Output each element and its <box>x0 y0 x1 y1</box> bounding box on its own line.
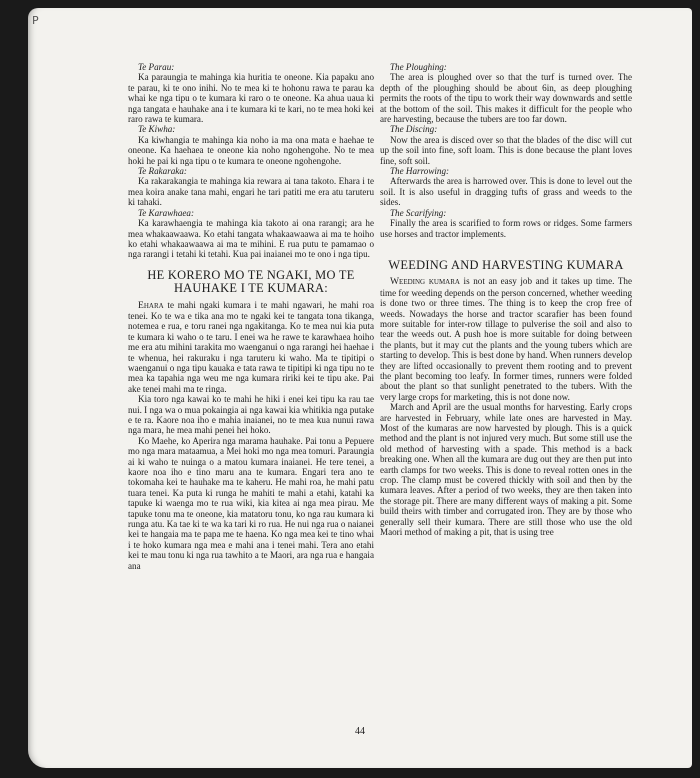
subheading-harrowing: The Harrowing: <box>390 166 450 177</box>
left-column-maori <box>128 62 374 571</box>
paragraph-te-parau: Ka paraungia te mahinga kia huritia te oneone. Kia papaku ano te parau, ki te ono inihi. No te mea ki te hohonu rawa te parau ka whai ke nga tipu o te kumara ki raro o te oneone. Ka ahua uaua ki nga tangata e hauhake ana i te kumara ki te kari, no te mea hoki kei raro rawa te kumara. <box>128 72 374 125</box>
paragraph-ploughing: The area is ploughed over so that the turf is turned over. The depth of the ploughing should be about 6in, as deep ploughing permits the roots of the tipu to work their way downwards and settle at the bottom of the soil. This makes it difficult for the people who are harvesting, because the tubers are too far down. <box>380 72 632 125</box>
subheading-discing: The Discing: <box>390 124 438 135</box>
page-number: 44 <box>355 726 365 737</box>
paragraph-weeding-text: is not an easy job and it takes up time. The time for weeding depends on the person concerned, whether weeding is done two or three times. The thing is to keep the crop free of weeds. Nowadays the horse and tractor scarafier has been found more suitable for inter-row tillage to pulverise the soil and also to tear the weeds out. A push hoe is more suitable for doing between the plants, but it may cut the plants and the young tubers which are starting to develop. This is best done by hand. When runners develop they are lifted occasionally to prevent them rooting and to prevent the plant becoming too leafy. In former times, runners were folded about the plant so that sunlight penetrated to the tubers. With the very large crops for marketing, this is not done now. <box>380 276 633 402</box>
subheading-ploughing: The Ploughing: <box>390 62 447 72</box>
paragraph-te-rakaraka: Ka rakarakangia te mahinga kia rewara ai tana takoto. Ehara i te mea koira anake tana mahi, engari he tari patiti me era atu taruteru ki tahaki. <box>128 176 374 208</box>
paragraph-hauhake: Ko Maehe, ko Aperira nga marama hauhake. Pai tonu a Pepuere mo nga mara mataamua, a Mei hoki mo nga mea tomuri. Paraungia ai ki waho te nuinga o a matou kumara inaianei. He tere tenei, a kaore noa iho e tino maru ana te kumara. Engari tera ano te tokomaha kei te hauhake ma te kaheru. He mahi roa, he mahi patu tuara tenei. Ka puta ki runga he mahiti te mahi a etahi, katahi ka tapuke ki waenga mo te rua wiki, kia kitea ai nga mea pirau. Me tapuke tonu ma te oneone, kia matatoru tonu, ko nga rau kumara ki runga atu. Ka tae ki te wa ka tari ki ro rua. He nui nga rua o naianei kei te hangaia ma te papa me te haena. Ko nga mea kei te tino whai i te hoko kumara nga mea e mahi ana i tenei mahi. Tera ano etahi kei te mau tonu ki nga rua tawhito a te Maori, ara nga rua e hangaia ana <box>128 435 374 571</box>
page-corner-mark: P <box>32 14 39 27</box>
paragraph-ngaki-intro <box>128 300 374 395</box>
paragraph-weeding <box>380 276 632 402</box>
paragraph-kawai: Kia toro nga kawai ko te mahi he hiki i enei kei tipu ka rau tae nui. I nga wa o mua pokaingia ai nga kawai kia whitikia nga putake e te ra. Kaore noa iho e mahia inaianei, no te mea kua nunui rawa nga mara, he mea mahi penei hei hoko. <box>128 394 374 436</box>
section-heading-english: WEEDING AND HARVESTING KUMARA <box>388 257 624 272</box>
section-heading-maori: HE KORERO MO TE NGAKI, MO TE HAUHAKE I TE KUMARA: <box>147 267 355 296</box>
document-page <box>28 8 692 768</box>
subheading-te-rakaraka: Te Rakaraka: <box>138 166 187 177</box>
paragraph-te-kiwha: Ka kiwhangia te mahinga kia noho ia ma ona mata e haehae te oneone. Ka haehaea te oneone kia noho ngohengohe. No te mea hoki he pai ki nga tipu o te kumara te oneone ngohengohe. <box>128 134 374 166</box>
subheading-te-parau: Te Parau: <box>138 62 175 72</box>
paragraph-ngaki-intro-text: te mahi ngaki kumara i te mahi ngawari, he mahi roa tenei. Ko te wa e tika ana mo te ngaki kei te tangata tona tikanga, notemea e rua, e toru ranei nga ngakitanga. Ko te mea nui kia puta te kumara ki waho o te taru. I enei wa he rawe te karawhaea hoiho me era atu mihini tarakita mo waenganui o nga rarangi hei haehae i te whenua, hei rakuraku i nga taruteru ki waho. Ma te tipitipi o waenganui o nga tipu kauaka e tata rawa te tipitipi ki nga tipu no te mea ka tapahia nga weu me nga kumara ririki kei te tipu ake. Pai ake tenei mahi ma te ringa. <box>128 299 374 394</box>
lead-word: Ehara <box>138 299 164 311</box>
subheading-te-karawhaea: Te Karawhaea: <box>138 207 195 218</box>
paragraph-te-karawhaea: Ka karawhaengia te mahinga kia takoto ai ona rarangi; ara he mea whakaawaawa. Ko etahi tangata whakaawaawa ai ma te hoiho ko etahi whakaawaawa ai ma te mihini. E rua putu te pamamao o nga rarangi i tetahi ki tetahi. Kua pai inaianei mo te ono i nga tipu. <box>128 218 374 260</box>
paragraph-scarifying: Finally the area is scarified to form rows or ridges. Some farmers use horses and tractor implements. <box>380 218 632 239</box>
lead-words: Weeding kumara <box>390 276 460 288</box>
paragraph-harrowing: Afterwards the area is harrowed over. This is done to level out the soil. It is also useful in dragging tufts of grass and weeds to the sides. <box>380 176 632 208</box>
paragraph-harvesting: March and April are the usual months for harvesting. Early crops are harvested in February, while late ones are harvested in May. Most of the kumaras are now harvested by plough. This is a quick method and the plant is not injured very much. But some still use the old method of harvesting with a spade. This method is a back breaking one. When all the kumara are dug out they are then put into earth clamps for two weeks. This is done to reveal rotten ones in the crop. The clamp must be covered thickly with soil and then by the kumara leaves. After a period of two weeks, they are then taken into the storage pit. There are many different ways of making a pit. Some build theirs with timber and corrugated iron. They are by those who generally sell their kumara. There are still those who use the old Maori method of making a pit, that is using tree <box>380 402 632 538</box>
subheading-scarifying: The Scarifying: <box>390 207 447 218</box>
paragraph-discing: Now the area is disced over so that the blades of the disc will cut up the soil into fine, soft loam. This is done because the plant loves fine, soft soil. <box>380 134 632 166</box>
right-column-english <box>380 62 632 537</box>
subheading-te-kiwha: Te Kiwha: <box>138 124 176 135</box>
